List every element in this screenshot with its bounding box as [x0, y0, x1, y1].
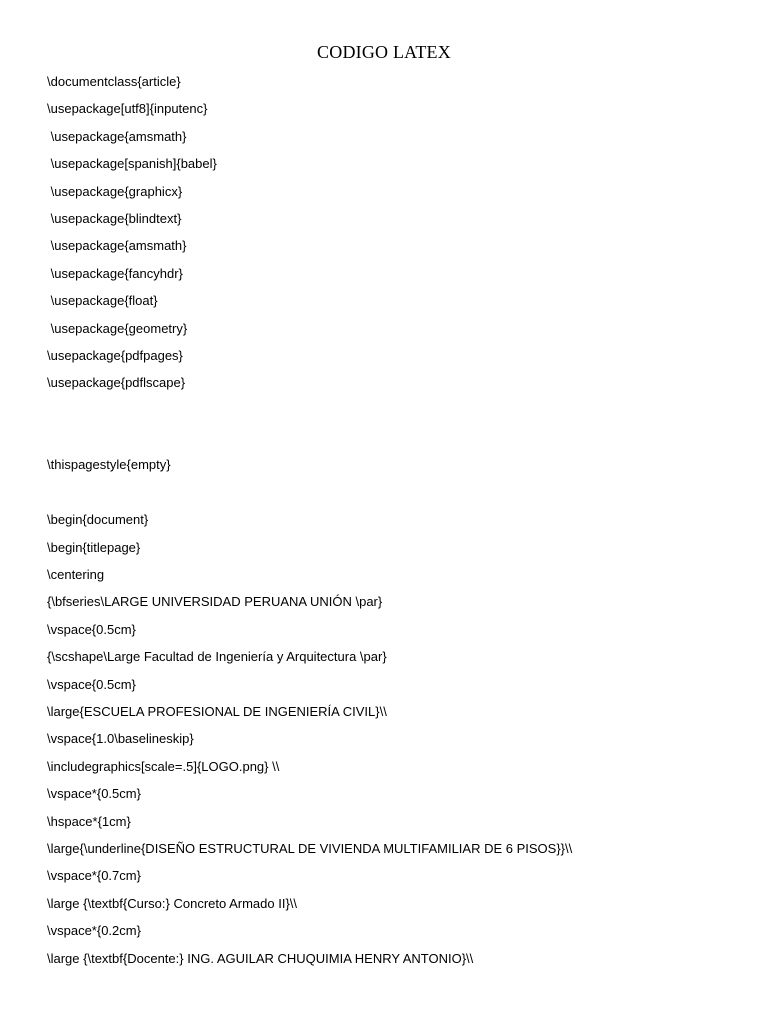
code-line: \includegraphics[scale=.5]{LOGO.png} \\ [47, 758, 280, 774]
code-line: \vspace{0.5cm} [47, 621, 136, 637]
page-title: CODIGO LATEX [317, 42, 451, 62]
code-line: \usepackage{blindtext} [47, 210, 182, 226]
code-line: \large {\textbf{Docente:} ING. AGUILAR CHUQUIMIA HENRY ANTONIO}\\ [47, 950, 474, 966]
code-line: \usepackage{float} [47, 293, 158, 309]
code-line: \begin{document} [47, 512, 149, 528]
code-line: \vspace{1.0\baselineskip} [47, 731, 194, 747]
code-line: \usepackage{amsmath} [47, 238, 187, 254]
code-line: \vspace*{0.5cm} [47, 786, 141, 802]
code-line: \usepackage{graphicx} [47, 183, 183, 199]
code-line: {\bfseries\LARGE UNIVERSIDAD PERUANA UNIÓN \par} [47, 594, 383, 610]
code-line: \vspace*{0.2cm} [47, 923, 141, 939]
code-line: \usepackage{geometry} [47, 320, 188, 336]
code-line: \centering [47, 567, 105, 583]
code-line: \usepackage{fancyhdr} [47, 265, 183, 281]
code-line: \thispagestyle{empty} [47, 457, 171, 473]
code-line [47, 428, 747, 455]
code-line: \large{ESCUELA PROFESIONAL DE INGENIERÍA CIVIL}\\ [47, 703, 387, 719]
code-line: \usepackage{pdfpages} [47, 347, 183, 363]
code-line: \vspace{0.5cm} [47, 676, 136, 692]
code-line: \documentclass{article} [47, 74, 181, 89]
code-line [47, 483, 747, 510]
latex-code-block [47, 72, 747, 976]
code-line: \usepackage[spanish]{babel} [47, 156, 217, 172]
code-line: \hspace*{1cm} [47, 813, 131, 829]
code-line: {\scshape\Large Facultad de Ingeniería y Arquitectura \par} [47, 649, 387, 665]
code-line: \usepackage{amsmath} [47, 128, 187, 144]
code-line: \begin{titlepage} [47, 539, 141, 555]
code-line: \usepackage{pdflscape} [47, 375, 186, 391]
code-line: \vspace*{0.7cm} [47, 868, 141, 884]
code-line [47, 401, 747, 428]
code-line: \usepackage[utf8]{inputenc} [47, 101, 208, 117]
code-line: \large{\underline{DISEÑO ESTRUCTURAL DE VIVIENDA MULTIFAMILIAR DE 6 PISOS}}\\ [47, 840, 573, 856]
code-line: \large {\textbf{Curso:} Concreto Armado II}\\ [47, 895, 298, 911]
